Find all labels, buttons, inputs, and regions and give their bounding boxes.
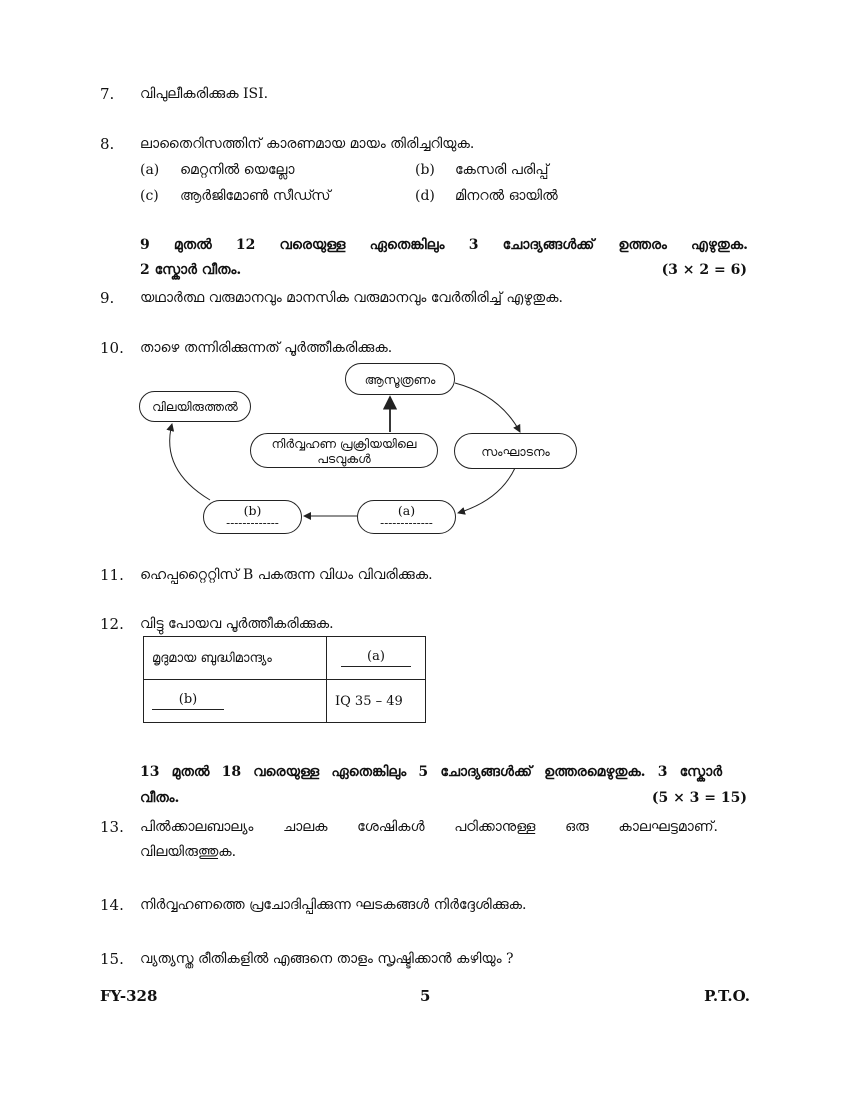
q15-number: 15.: [100, 950, 124, 968]
q8-option-c-letter: (c): [140, 188, 159, 204]
table-row: [144, 637, 426, 680]
table-cell-r1c2: [327, 637, 426, 680]
blank-b-answer: (b): [152, 692, 224, 710]
blank-a-label: (a): [397, 503, 416, 518]
section2-instruction: 13 മുതൽ 18 വരെയുള്ള ഏതെങ്കിലും 5 ചോദ്യങ്ങൾക്ക് ഉത്തരമെഴുതുക. 3 സ്കോർ: [140, 764, 722, 780]
footer-pto: P.T.O.: [704, 987, 750, 1005]
section1-marks: (3 × 2 = 6): [661, 262, 747, 278]
q14-text: നിർവ്വഹണത്തെ പ്രചോദിപ്പിക്കുന്ന ഘടകങ്ങൾ നിർദ്ദേശിക്കുക.: [140, 897, 527, 913]
q9-text: യഥാർത്ഥ വരുമാനവും മാനസിക വരുമാനവും വേർതിരിച്ച് എഴുതുക.: [140, 290, 563, 306]
q13-text-line2: വിലയിരുത്തുക.: [140, 844, 237, 860]
node-evaluation: വിലയിരുത്തൽ: [139, 391, 251, 422]
q10-number: 10.: [100, 339, 124, 357]
node-center-line1: നിർവ്വഹണ പ്രക്രിയയിലെ: [271, 435, 417, 451]
node-organising: സംഘാടനം: [454, 433, 577, 469]
section2-marks: (5 × 3 = 15): [651, 790, 747, 806]
q8-option-d-letter: (d): [415, 188, 435, 204]
arrow-organising-to-a: [458, 468, 515, 513]
q11-text: ഹെപ്പറ്റൈറ്റിസ് B പകരുന്ന വിധം വിവരിക്കുക.: [140, 567, 433, 583]
node-blank-a: [357, 500, 456, 534]
q8-option-b-text: കേസരി പരിപ്പ്: [455, 162, 549, 178]
q7-number: 7.: [100, 85, 115, 103]
q8-text: ലാതൈറിസത്തിന് കാരണമായ മായം തിരിച്ചറിയുക.: [140, 136, 475, 152]
section2-score: വീതം.: [140, 790, 180, 806]
node-blank-b: [203, 500, 302, 534]
section1-instruction: 9 മുതൽ 12 വരെയുള്ള ഏതെങ്കിലും 3 ചോദ്യങ്ങൾക്ക് ഉത്തരം എഴുതുക.: [140, 237, 748, 253]
q8-number: 8.: [100, 135, 115, 153]
table-cell-r2c2: IQ 35 – 49: [327, 680, 426, 723]
table-row: [144, 680, 426, 723]
blank-a-answer: (a): [341, 649, 411, 667]
q8-option-a-letter: (a): [140, 162, 160, 178]
q8-option-a-text: മെറ്റനിൽ യെല്ലോ: [180, 162, 295, 178]
arrow-b-to-evaluation: [170, 424, 210, 500]
arrow-planning-to-organising: [455, 383, 520, 432]
q15-text: വ്യത്യസ്ത രീതികളിൽ എങ്ങനെ താളം സൃഷ്ടിക്കാൻ കഴിയും ?: [140, 951, 514, 967]
q12-number: 12.: [100, 615, 124, 633]
q11-number: 11.: [100, 566, 124, 584]
q14-number: 14.: [100, 896, 124, 914]
q8-option-b-letter: (b): [415, 162, 435, 178]
q7-text: വിപുലീകരിക്കുക ISI.: [140, 86, 269, 102]
node-planning: ആസൂത്രണം: [345, 363, 455, 395]
q8-option-c-text: ആർജിമോൺ സീഡ്സ്: [180, 188, 331, 204]
node-center: [250, 433, 438, 468]
node-center-line2: പടവുകൾ: [317, 450, 371, 466]
q13-text-line1: പിൽക്കാലബാല്യം ചാലക ശേഷികൾ പഠിക്കാനുള്ള ഒരു കാലഘട്ടമാണ്.: [140, 819, 718, 835]
footer-page-number: 5: [420, 987, 431, 1005]
q12-table: [143, 636, 426, 723]
q13-number: 13.: [100, 818, 124, 836]
q9-number: 9.: [100, 289, 115, 307]
q10-text: താഴെ തന്നിരിക്കുന്നത് പൂർത്തീകരിക്കുക.: [140, 340, 393, 356]
section1-score: 2 സ്കോർ വീതം.: [140, 262, 242, 278]
footer-code: FY-328: [100, 987, 158, 1005]
table-cell-r1c1: മൃദുമായ ബുദ്ധിമാന്ദ്യം: [144, 637, 327, 680]
q8-option-d-text: മിനറൽ ഓയിൽ: [455, 188, 558, 204]
table-cell-r2c1: [144, 680, 327, 723]
blank-b-dashes: -------------: [226, 516, 279, 530]
blank-b-label: (b): [243, 503, 262, 518]
q12-text: വിട്ടു പോയവ പൂർത്തീകരിക്കുക.: [140, 616, 334, 632]
blank-a-dashes: -------------: [380, 516, 433, 530]
